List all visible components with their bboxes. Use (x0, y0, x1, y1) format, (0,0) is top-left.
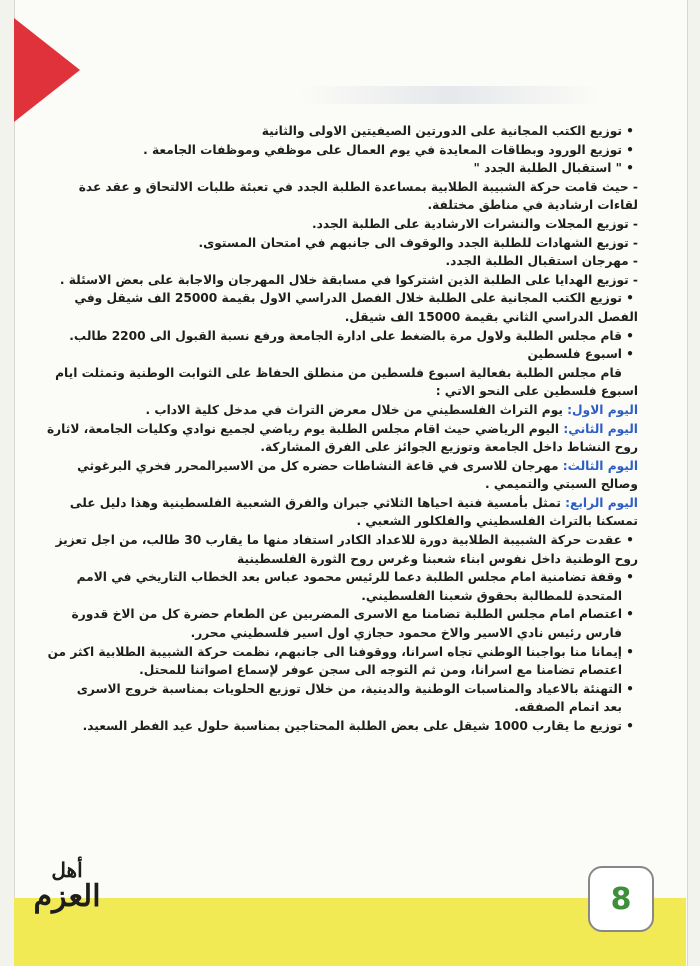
line-text: توزيع الورود وبطاقات المعايدة في يوم العمال على موظفي وموظفات الجامعة . (143, 142, 622, 157)
bullet-item (42, 605, 638, 624)
line-text: اعتصام تضامنا مع اسرانا، ومن ثم التوجه الى سجن عوفر لإسماع اصواتنا للمحتل. (139, 663, 622, 678)
line-text: وقفة تضامنية امام مجلس الطلبة دعما للرئيس محمود عباس بعد الخطاب التاريخي في الامم (76, 570, 622, 585)
day-entry (42, 401, 638, 420)
bullet-item (42, 159, 638, 178)
line-text: المتحدة للمطالبة بحقوق شعبنا الفلسطيني. (361, 588, 622, 603)
dash-item (42, 215, 638, 234)
line-text: قام مجلس الطلبة ولاول مرة بالضغط على ادارة الجامعة ورفع نسبة القبول الى 2200 طالب. (69, 328, 622, 343)
line-text: توزيع الكتب المجانية على الطلبة خلال الفصل الدراسي الاول بقيمة 25000 الف شيقل وفي (74, 291, 622, 306)
day-label: اليوم الثالث: (562, 458, 638, 473)
bullet-item (42, 643, 638, 662)
bullet-item (42, 568, 638, 587)
line-text: إيمانا منا بواجبنا الوطني تجاه اسرانا، ووقوفنا الى جانبهم، نظمت حركة الشبيبة الطلابية اكثر من (47, 644, 622, 659)
corner-triangle-decoration (14, 18, 80, 122)
bullet-item (42, 141, 638, 160)
line-text: توزيع ما يقارب 1000 شيقل على بعض الطلبة المحتاجين بمناسبة حلول عيد الفطر السعيد. (82, 719, 622, 733)
line-text: وصالح السبتي والتميمي . (484, 477, 638, 492)
bullet-item (42, 345, 638, 364)
day-entry (42, 494, 638, 513)
line-text: روح الوطنية داخل نفوس ابناء شعبنا وغرس روح الثورة الفلسطينية (237, 551, 638, 566)
line-text: حيث قامت حركة الشبيبة الطلابية بمساعدة الطلبة الجدد في تعبئة طلبات الالتحاق و عقد عدة (78, 179, 629, 194)
paragraph-line (42, 550, 638, 569)
day-label: اليوم الثاني: (563, 421, 638, 436)
line-text: اسبوع فلسطين (527, 347, 622, 362)
day-label: اليوم الرابع: (565, 495, 638, 510)
ahl-al-azm-logo (20, 858, 114, 928)
line-text: مهرجان استقبال الطلبة الجدد. (445, 254, 629, 269)
paragraph-line (42, 475, 638, 494)
continuation-line (42, 698, 638, 717)
paragraph-line (42, 382, 638, 401)
dash-item (42, 234, 638, 253)
continuation-line (42, 624, 638, 643)
day-text: تمثل بأمسية فنية احياها الثلاثي جبران والفرق الشعبية الفلسطينية وهذا دليل على (69, 495, 566, 510)
faded-header-decoration (300, 86, 600, 104)
line-text: " استقبال الطلبة الجدد " (473, 161, 622, 176)
line-text: توزيع المجلات والنشرات الارشادية على الطلبة الجدد. (312, 216, 629, 231)
dash-item (42, 252, 638, 271)
paragraph-line (42, 308, 638, 327)
line-text: توزيع الهدايا على الطلبة الذين اشتركوا في مسابقة خلال المهرجان والاجابة على بعض الاسئلة . (59, 272, 629, 287)
day-entry (42, 457, 638, 476)
line-text: روح النشاط داخل الجامعة وتوزيع الجوائز على الفرق المشاركة. (260, 440, 638, 455)
bullet-item (42, 717, 638, 736)
bullet-item (42, 531, 638, 550)
day-text: يوم التراث الفلسطيني من خلال معرض التراث في مدخل كلية الاداب . (145, 402, 568, 417)
line-text: لقاءات ارشادية في مناطق مختلفة. (427, 198, 638, 213)
day-entry (42, 420, 638, 439)
paragraph-line (42, 364, 638, 383)
line-text: بعد اتمام الصفقه. (514, 700, 622, 715)
dash-item (42, 178, 638, 197)
line-text: اسبوع فلسطين على النحو الاتي : (435, 384, 638, 399)
line-text: توزيع الكتب المجانية على الدورتين الصيفيتين الاولى والثانية (261, 124, 622, 138)
line-text: تمسكنا بالتراث الفلسطيني والفلكلور الشعبي . (356, 514, 638, 529)
day-text: مهرجان للاسرى في قاعة النشاطات حضره كل من الاسيرالمحرر فخري البرغوثي (77, 458, 563, 473)
logo-text-bottom: العزم (33, 879, 101, 914)
document-body (42, 122, 638, 822)
line-text: توزيع الشهادات للطلبة الجدد والوقوف الى جانبهم في امتحان المستوى. (198, 235, 629, 250)
bullet-item (42, 327, 638, 346)
bullet-item (42, 122, 638, 141)
line-text: اعتصام امام مجلس الطلبة تضامنا مع الاسرى المضربين عن الطعام حضرة كل من الاخ قدورة (71, 607, 622, 622)
line-text: عقدت حركة الشبيبة الطلابية دورة للاعداد الكادر استفاد منها ما يقارب 30 طالب، من اجل تعزيز (55, 533, 622, 548)
day-text: اليوم الرياضي حيث اقام مجلس الطلبة يوم رياضي لجميع نوادي وكليات الجامعة، لاثارة (46, 421, 564, 436)
continuation-line (42, 661, 638, 680)
dash-item (42, 271, 638, 290)
bullet-item (42, 289, 638, 308)
line-text: قام مجلس الطلبة بفعالية اسبوع فلسطين من منطلق الحفاظ على الثوابت الوطنية وتمثلت ايام (55, 365, 622, 380)
day-label: اليوم الاول: (567, 402, 638, 417)
footer-band (14, 898, 686, 966)
paragraph-line (42, 196, 638, 215)
paragraph-line (42, 512, 638, 531)
line-text: التهنئة بالاعياد والمناسبات الوطنية والدينية، من خلال توزيع الحلويات بمناسبة خروج الاسرى (76, 681, 622, 696)
paragraph-line (42, 438, 638, 457)
continuation-line (42, 587, 638, 606)
logo-text-top: أهل (51, 858, 83, 882)
bullet-item (42, 680, 638, 699)
page-number: 8 (588, 866, 654, 932)
line-text: الفصل الدراسي الثاني بقيمة 15000 الف شيقل. (344, 309, 638, 324)
line-text: فارس رئيس نادي الاسير والاخ محمود حجازي اول اسير فلسطيني محرر. (190, 626, 622, 641)
